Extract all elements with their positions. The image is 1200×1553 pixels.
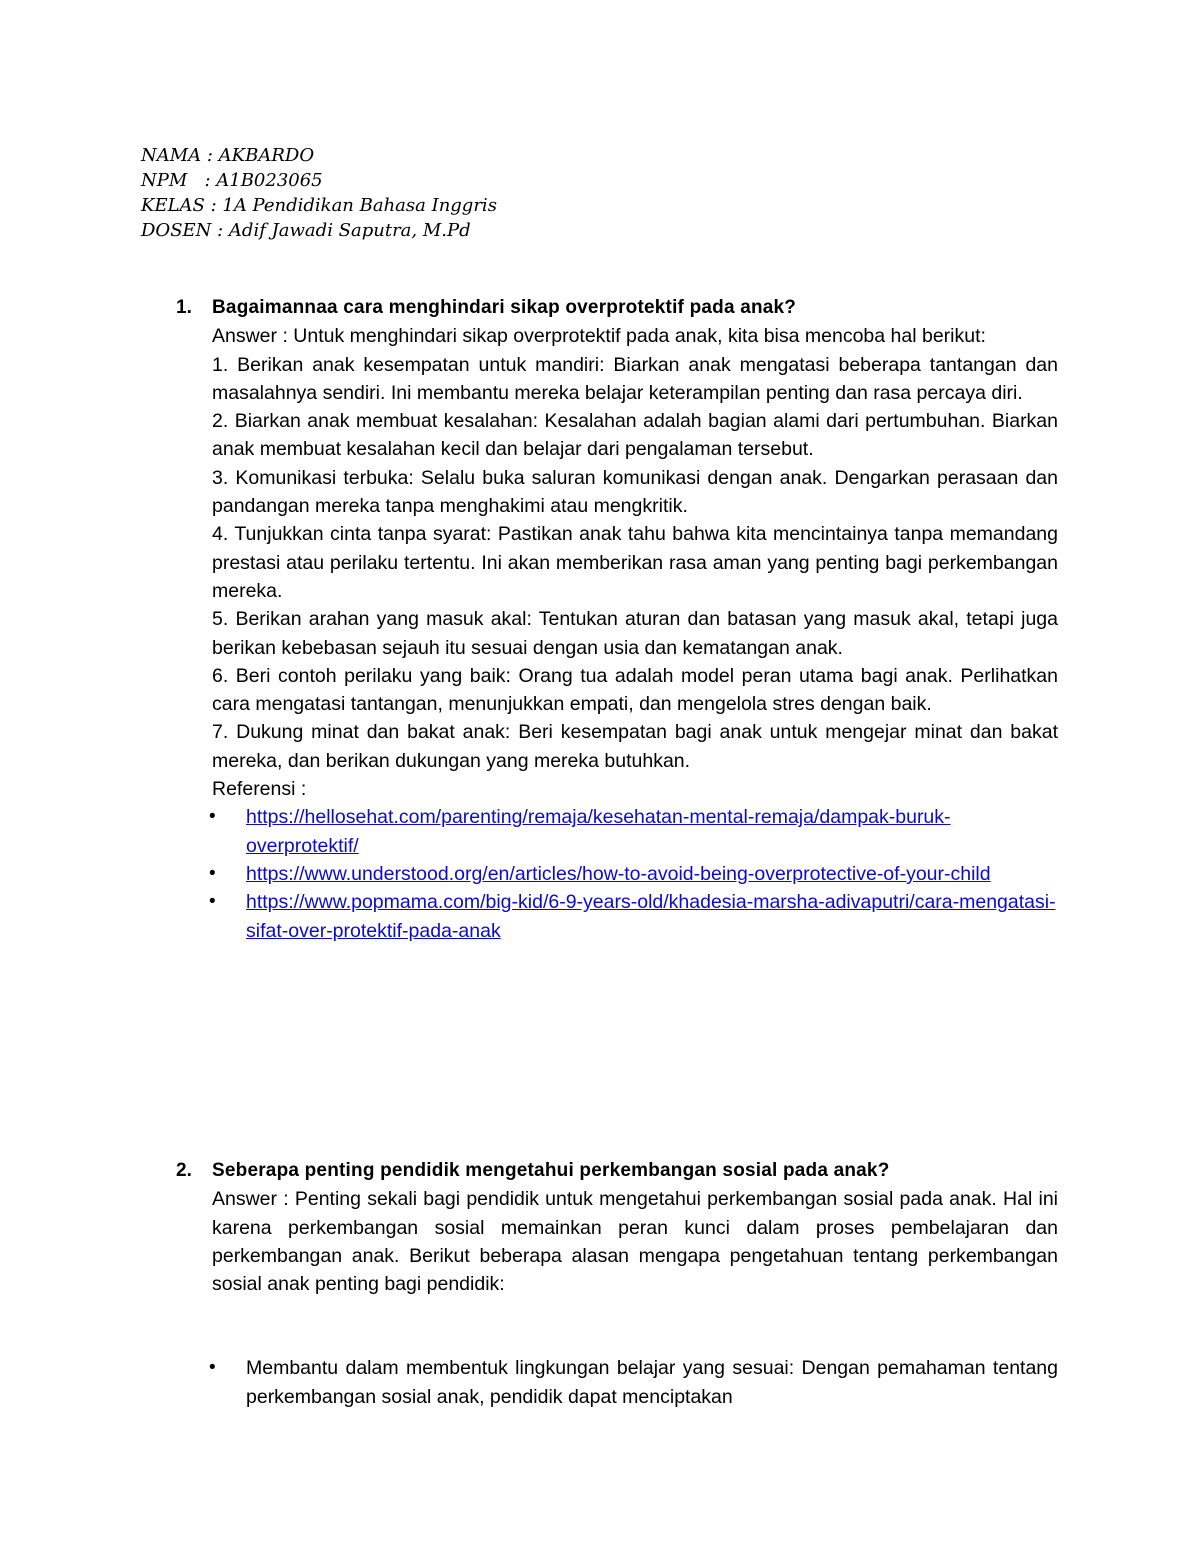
question-number: 2. [176, 1160, 192, 1181]
reference-link[interactable]: https://www.popmama.com/big-kid/6-9-years-old/khadesia-marsha-adivaputri/cara-mengatasi-sifat-over-protektif-pada-anak [246, 891, 1056, 942]
question-title: Bagaimannaa cara menghindari sikap overprotektif pada anak? [212, 297, 797, 318]
answer-intro: Answer : Untuk menghindari sikap overprotektif pada anak, kita bisa mencoba hal berikut: [212, 325, 986, 348]
answer-point: 2. Biarkan anak membuat kesalahan: Kesalahan adalah bagian alami dari pertumbuhan. Biarkan anak membuat kesalahan kecil dan belajar dari pengalaman tersebut. [212, 410, 1058, 461]
student-npm: NPM : A1B023065 [141, 170, 323, 191]
answer-point: 4. Tunjukkan cinta tanpa syarat: Pastikan anak tahu bahwa kita mencintainya tanpa memandang prestasi atau perilaku tertentu. Ini akan memberikan rasa aman yang penting bagi perkembangan mereka. [212, 523, 1058, 602]
reference-item [209, 803, 1058, 860]
reasons-list [176, 1354, 1058, 1411]
answer-intro: Answer : Penting sekali bagi pendidik untuk mengetahui perkembangan sosial pada anak. Hal ini karena perkembangan sosial memainkan peran kunci dalam proses pembelajaran dan perkembangan anak. Berikut beberapa alasan mengapa pengetahuan tentang perkembangan sosial anak penting bagi pendidik: [212, 1188, 1058, 1296]
reason-item [209, 1354, 1058, 1411]
reference-link[interactable]: https://hellosehat.com/parenting/remaja/kesehatan-mental-remaja/dampak-buruk-overprotektif/ [246, 806, 951, 857]
answer-point: 3. Komunikasi terbuka: Selalu buka saluran komunikasi dengan anak. Dengarkan perasaan dan pandangan mereka tanpa menghakimi atau mengkritik. [212, 466, 1058, 518]
bullet-icon: • [209, 1357, 216, 1379]
question-title: Seberapa penting pendidik mengetahui perkembangan sosial pada anak? [212, 1160, 890, 1181]
reference-item [209, 860, 1058, 888]
answer-point: 6. Beri contoh perilaku yang baik: Orang tua adalah model peran utama bagi anak. Perlihatkan cara mengatasi tantangan, menunjukkan empati, dan mengelola stres dengan baik. [212, 664, 1058, 716]
student-class: KELAS : 1A Pendidikan Bahasa Inggris [141, 195, 497, 216]
answer-body [212, 322, 1058, 803]
reason-text: Membantu dalam membentuk lingkungan belajar yang sesuai: Dengan pemahaman tentang perkembangan sosial anak, pendidik dapat menciptakan [246, 1357, 1058, 1408]
lecturer-name: DOSEN : Adif Jawadi Saputra, M.Pd [141, 220, 471, 241]
student-name: NAMA : AKBARDO [141, 145, 315, 166]
question-1 [176, 294, 1058, 945]
answer-point: 5. Berikan arahan yang masuk akal: Tentukan aturan dan batasan yang masuk akal, tetapi juga berikan kebebasan sejauh itu sesuai dengan usia dan kematangan anak. [212, 608, 1058, 659]
references-label: Referensi : [212, 778, 307, 801]
reference-link[interactable]: https://www.understood.org/en/articles/how-to-avoid-being-overprotective-of-your-child [246, 862, 991, 885]
answer-point: 1. Berikan anak kesempatan untuk mandiri: Biarkan anak mengatasi beberapa tantangan dan masalahnya sendiri. Ini membantu mereka belajar keterampilan penting dan rasa percaya diri. [212, 353, 1058, 404]
reference-item [209, 888, 1058, 945]
bullet-icon: • [209, 891, 216, 913]
question-number: 1. [176, 297, 192, 318]
student-info-header [141, 143, 497, 243]
question-2 [176, 1157, 1058, 1411]
answer-body [212, 1185, 1058, 1298]
reference-list [176, 803, 1058, 944]
bullet-icon: • [209, 806, 216, 828]
answer-point: 7. Dukung minat dan bakat anak: Beri kesempatan bagi anak untuk mengejar minat dan bakat mereka, dan berikan dukungan yang mereka butuhkan. [212, 721, 1058, 772]
bullet-icon: • [209, 862, 216, 884]
